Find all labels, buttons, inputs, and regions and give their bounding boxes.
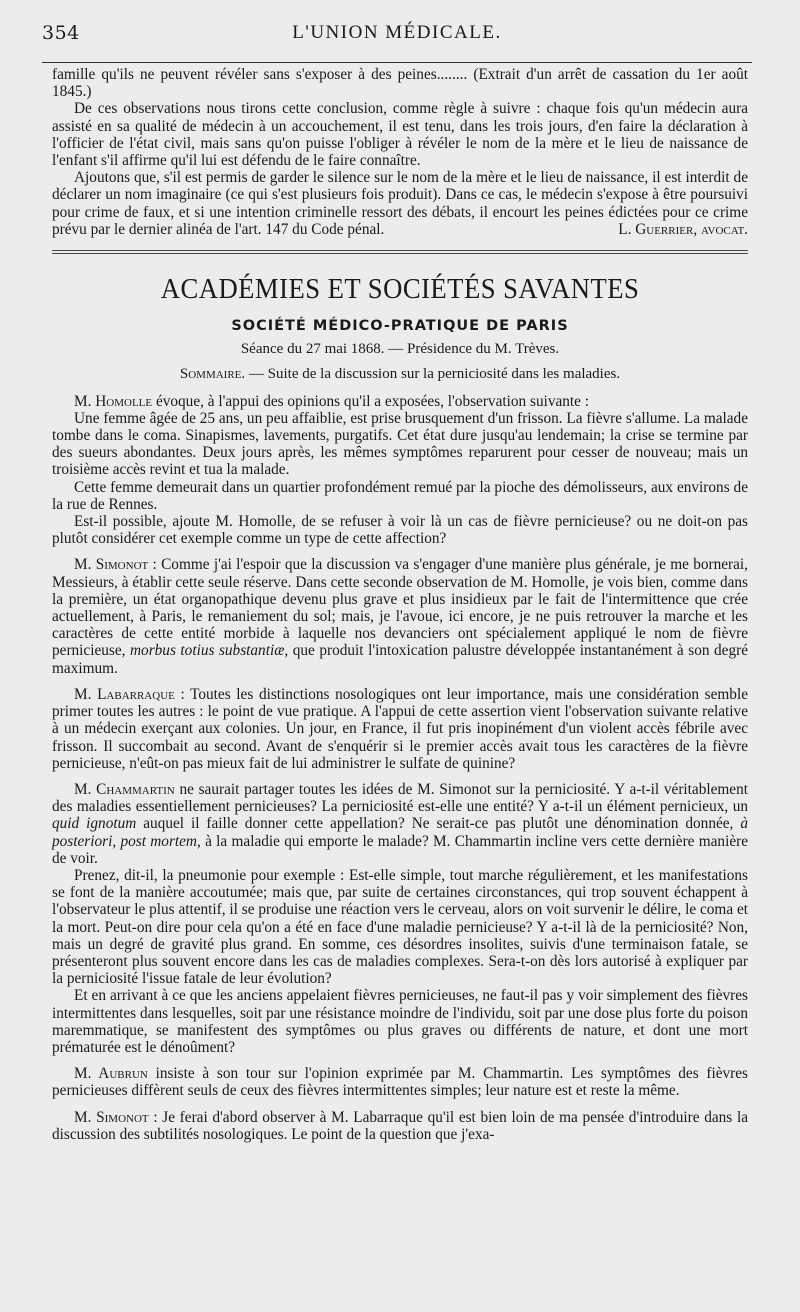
speaker-labarraque: M. Labarraque [74, 685, 175, 703]
chammartin-text-1a: ne saurait partager toutes les idées de M. Simonot sur la perniciosité. Y a-t-il véritablement des maladies essentiellement pernicieuses? La perniciosité est-elle une entité? Y a-t-il un élément pernicieux, un [52, 780, 748, 816]
sommaire-label: Sommaire. [179, 366, 246, 383]
sommaire-line [52, 366, 748, 383]
intro-paragraph-2: De ces observations nous tirons cette conclusion, comme règle à suivre : chaque fois qu'un médecin aura assisté en sa qualité de médecin à un accouchement, il est tenu, dans les trois jours, d'en faire la déclaration à l'officier de l'état civil, mais sans qu'on puisse l'obliger à révéler le nom de la mère et le lieu de naissance de l'enfant s'il affirme qu'il lui est défendu de le faire connaître. [52, 100, 748, 170]
chammartin-italic-2: à posteriori, post mortem, [52, 815, 748, 850]
chammartin-text-1b: auquel il faille donner cette appellation? Ne serait-ce pas plutôt une dénomination donnée, [136, 815, 741, 833]
homolle-text-1: évoque, à l'appui des opinions qu'il a exposées, l'observation suivante : [152, 392, 590, 410]
chammartin-paragraph-1 [52, 781, 748, 867]
simonot-text-1a: : Comme j'ai l'espoir que la discussion va s'engager d'une manière plus générale, je me bornerai, Messieurs, à établir cette seule réserve. Dans cette seconde observation de M. Homolle, je vois bien, comme dans la première, un état organopathique devenu plus grave et plus insidieux par le fait de l'intermittence que crée actuellement, à Paris, le remaniement du sol; mais, je l'avoue, ici encore, je ne puis retrouver la marche et les caractères de cette entité morbide à laquelle nos devanciers ont spécialement appliqué le nom de fièvre pernicieuse, [52, 556, 748, 660]
speaker-chammartin: M. Chammartin [74, 780, 175, 798]
running-head: L'UNION MÉDICALE. [292, 22, 502, 43]
aubrun-paragraph-1 [52, 1065, 748, 1099]
labarraque-paragraph-1 [52, 686, 748, 772]
homolle-paragraph-2: Une femme âgée de 25 ans, un peu affaiblie, est prise brusquement d'un frisson. La fièvre s'allume. La malade tombe dans le coma. Sinapismes, lavements, purgatifs. Cet état dure jusqu'au lendemain; la crise se termine par des sueurs abondantes. Deux jours après, les mêmes symptômes reparurent pour cesser de nouveau; mais un troisième accès revint et tua la malade. [52, 409, 748, 479]
author-signature: L. Guerrier, avocat. [618, 220, 748, 238]
chammartin-text-1c: à la maladie qui emporte le malade? M. Chammartin incline vers cette dernière manière de voir. [52, 832, 748, 867]
intro-paragraph-3 [52, 169, 748, 238]
speaker-homolle: M. Homolle [74, 392, 153, 410]
speaker-simonot: M. Simonot [74, 556, 149, 574]
chammartin-italic-1: quid ignotum [52, 815, 137, 833]
simonot-paragraph-2 [52, 1109, 748, 1143]
seance-line: Séance du 27 mai 1868. — Présidence du M. Trèves. [240, 341, 560, 358]
speaker-aubrun: M. Aubrun [74, 1065, 148, 1083]
chammartin-paragraph-3: Et en arrivant à ce que les anciens appelaient fièvres pernicieuses, ne faut-il pas y voir simplement des fièvres intermittentes dans lesquelles, soit par une résistance moindre de l'individu, soit par une dose plus forte du poison maremmatique, se manifestent des symptômes ou plus graves ou différents de nature, et dont une mort prématurée est le dénoûment? [52, 987, 748, 1056]
aubrun-text-1: insiste à son tour sur l'opinion exprimée par M. Chammartin. Les symptômes des fièvres pernicieuses diffèrent seuls de ceux des fièvres intermittentes simples; leur nature est et reste la même. [52, 1065, 748, 1100]
intro-paragraph-3-text: Ajoutons que, s'il est permis de garder le silence sur le nom de la mère et le lieu de naissance, il est interdit de déclarer un nom imaginaire (ce qui s'est plusieurs fois produit). Dans ce cas, le médecin s'expose à être poursuivi pour crime de faux, et si une intention criminelle ressort des débats, il encourt les peines édictées pour ce crime prévu par le dernier alinéa de l'art. 147 du Code pénal. [52, 169, 748, 238]
article-content [52, 66, 748, 1143]
simonot-latin-term: morbus totius substantiæ [130, 642, 285, 660]
simonot-text-2: : Je ferai d'abord observer à M. Labarraque qu'il est bien loin de ma pensée d'introduire dans la discussion des subtilités nosologiques. Le point de la question que j'exa- [52, 1108, 748, 1143]
homolle-paragraph-1 [52, 393, 748, 410]
chammartin-paragraph-2: Prenez, dit-il, la pneumonie pour exemple : Est-elle simple, tout marche régulièrement, et les manifestations se font de la manière accoutumée; mais que, par suite de certaines circonstances, qui trop souvent échappent à l'observateur le plus attentif, il se produise une réaction vers le cerveau, alors on voit survenir le délire, le coma et la mort. Peut-on dire pour cela qu'on a été en face d'une maladie pernicieuse? Y a-t-il là de la perniciosité? Non, mais un degré de gravité plus grand. En somme, ces désordres insolites, suivis d'une terminaison fatale, se présenteront plus souvent encore dans les cas de maladies complexes. Sera-t-on dès lors autorisé à expliquer par la perniciosité l'issue fatale de leur évolution? [52, 866, 748, 988]
labarraque-text-1: : Toutes les distinctions nosologiques ont leur importance, mais une considération semble primer toutes les autres : le point de vue pratique. A l'appui de cette assertion vient l'observation suivante relative à un médecin exerçant aux colonies. Un jour, en France, il fut pris inopinément d'un violent accès fébrile avec frisson. Il succombait au second. Avant de s'enquérir si le premier accès avait tous les caractères de la fièvre pernicieuse, n'eût-on pas mieux fait de lui administrer le sulfate de quinine? [52, 685, 748, 772]
speaker-simonot-2: M. Simonot [74, 1108, 149, 1126]
simonot-paragraph-1 [52, 556, 748, 676]
society-title: SOCIÉTÉ MÉDICO-PRATIQUE DE PARIS [231, 318, 569, 335]
sommaire-text: — Suite de la discussion sur la perniciosité dans les maladies. [245, 366, 621, 383]
section-separator [52, 250, 748, 254]
page-number: 354 [42, 22, 80, 44]
homolle-paragraph-4: Est-il possible, ajoute M. Homolle, de se refuser à voir là un cas de fièvre pernicieuse? ou ne doit-on pas plutôt considérer cet exemple comme un type de cette affection? [52, 513, 748, 548]
page-header [42, 22, 752, 52]
homolle-paragraph-3: Cette femme demeurait dans un quartier profondément remué par la pioche des démolisseurs, aux environs de la rue de Rennes. [52, 478, 748, 513]
intro-paragraph-1: famille qu'ils ne peuvent révéler sans s'exposer à des peines........ (Extrait d'un arrêt de cassation du 1er août 1845.) [52, 66, 748, 101]
section-title: ACADÉMIES ET SOCIÉTÉS SAVANTES [160, 273, 640, 306]
header-rule [42, 62, 752, 63]
simonot-text-1b: , que produit l'intoxication palustre développée instantanément à son degré maximum. [52, 642, 748, 677]
